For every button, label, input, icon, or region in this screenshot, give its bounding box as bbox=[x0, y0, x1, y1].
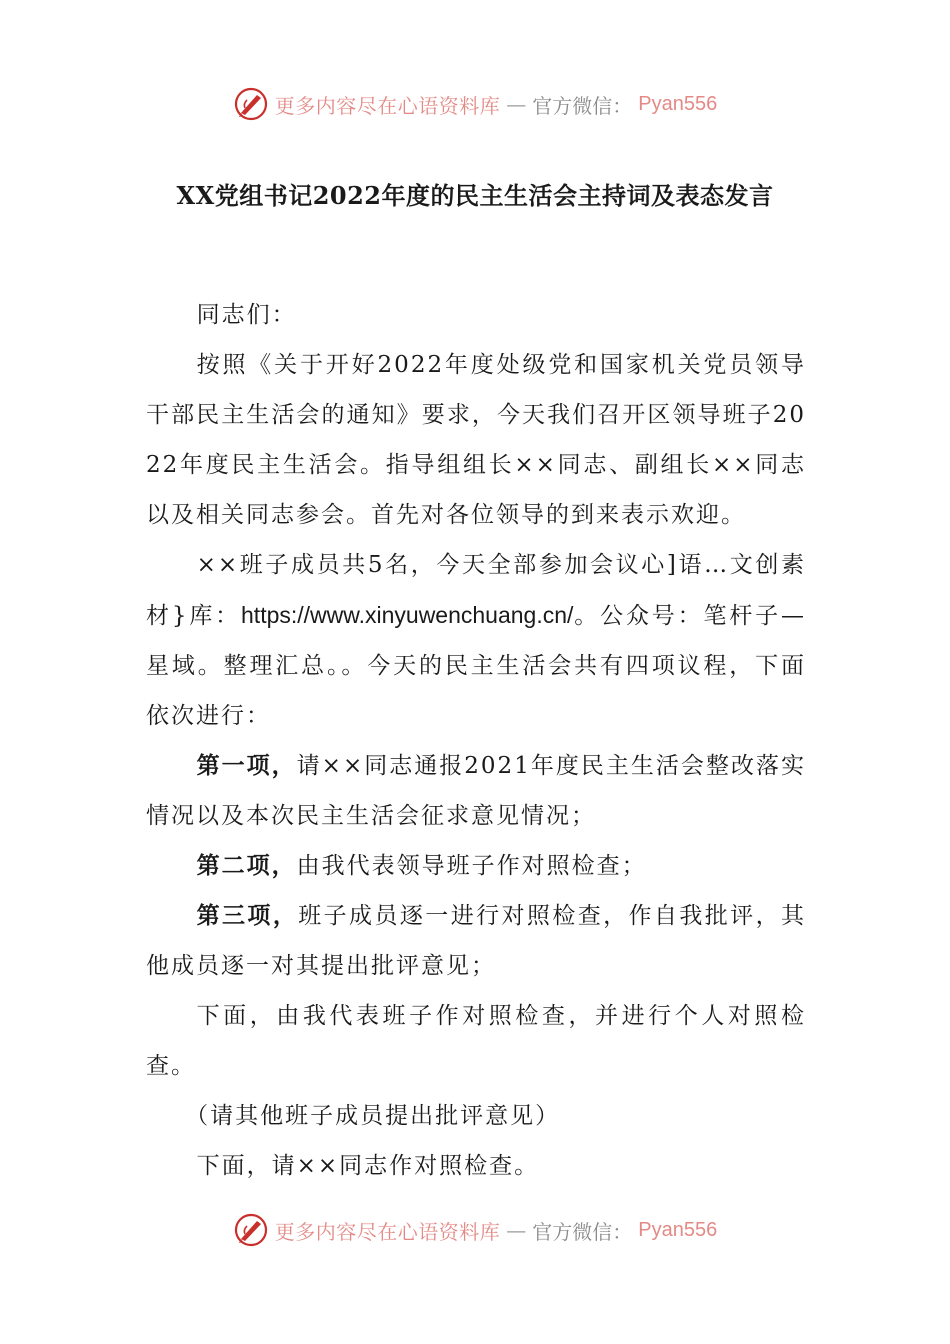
agenda-item-2 bbox=[146, 841, 806, 891]
agenda-item-3-lead: 第三项， bbox=[196, 902, 299, 929]
document-title: XX党组书记2022年度的民主生活会主持词及表态发言 bbox=[176, 181, 774, 210]
agenda-item-3 bbox=[146, 891, 806, 991]
paragraph-2 bbox=[146, 540, 806, 741]
banner-separator: — bbox=[506, 92, 527, 116]
paragraph-1: 按照《关于开好2022年度处级党和国家机关党员领导干部民主生活会的通知》要求，今天我们召开区领导班子2022年度民主生活会。指导组组长××同志、副组长××同志以及相关同志参会。首先对各位领导的到来表示欢迎。 bbox=[146, 352, 806, 528]
agenda-item-1-lead: 第一项， bbox=[196, 752, 297, 779]
agenda-item-2-text: 由我代表领导班子作对照检查； bbox=[296, 853, 647, 879]
banner-text: 更多内容尽在心语资料库 bbox=[274, 93, 501, 118]
paragraph-2-part-a: ××班子成员共5名，今天全部参加会议心]语…文创素材}库： bbox=[146, 552, 806, 629]
banner-wechat-id: Pyan556 bbox=[638, 92, 718, 115]
paragraph-5: 下面，请××同志作对照检查。 bbox=[196, 1153, 540, 1179]
paragraph-3: 下面，由我代表班子作对照检查，并进行个人对照检查。 bbox=[146, 1003, 806, 1079]
footer-banner bbox=[0, 1208, 950, 1252]
agenda-item-2-lead: 第二项， bbox=[196, 852, 297, 879]
website-url: https://www.xinyuwenchuang.cn/ bbox=[241, 602, 574, 628]
paragraph-4: （请其他班子成员提出批评意见） bbox=[185, 1103, 561, 1129]
document-body bbox=[146, 290, 806, 1191]
agenda-item-1 bbox=[146, 741, 806, 841]
greeting: 同志们： bbox=[196, 302, 297, 328]
banner-wechat-id: Pyan556 bbox=[638, 1218, 718, 1241]
banner-wechat-label: 官方微信： bbox=[532, 1219, 633, 1244]
agenda-item-1-text: 请××同志通报2021年度民主生活会整改落实情况以及本次民主生活会征求意见情况； bbox=[146, 753, 806, 829]
agenda-item-3-text: 班子成员逐一进行对照检查，作自我批评，其他成员逐一对其提出批评意见； bbox=[146, 903, 807, 979]
header-banner bbox=[0, 82, 950, 126]
pen-logo-icon bbox=[233, 86, 269, 122]
banner-text: 更多内容尽在心语资料库 bbox=[274, 1219, 501, 1244]
paragraph-2-part-b: 。公众号：笔杆子—星域。整理汇总。。今天的民主生活会共有四项议程，下面依次进行： bbox=[146, 603, 807, 729]
pen-logo-icon bbox=[233, 1212, 269, 1248]
banner-separator: — bbox=[506, 1218, 527, 1242]
banner-wechat-label: 官方微信： bbox=[532, 93, 633, 118]
